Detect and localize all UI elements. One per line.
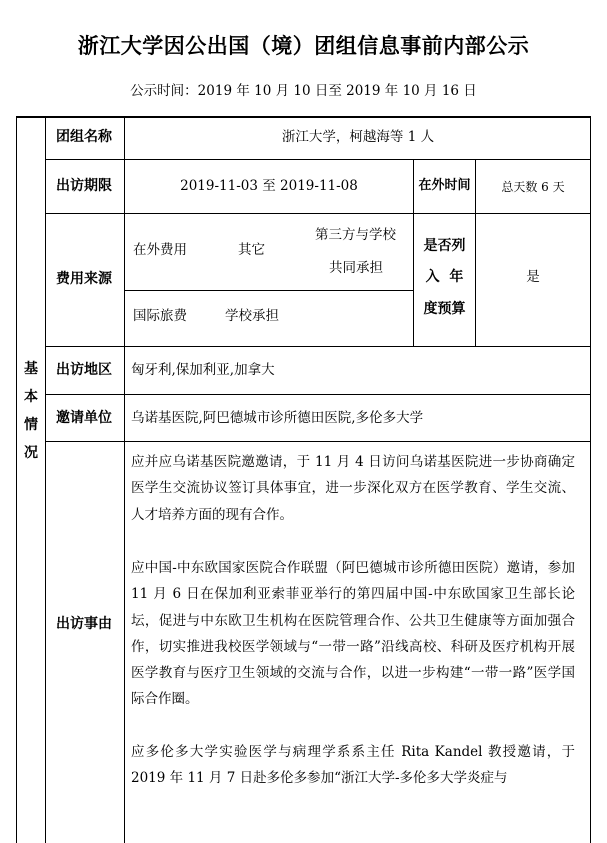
side-label-char: 本 xyxy=(24,389,38,405)
budget-question-line2: 入 年 xyxy=(425,269,464,285)
side-label-basic xyxy=(21,358,41,470)
purpose-paragraph: 应并应乌诺基医院邀邀请，于 11 月 4 日访问乌诺基医院进一步协商确定医学生交流协议签订具体事宜，进一步深化双方在医学教育、学生交流、人才培养方面的现有合作。 xyxy=(131,454,575,523)
travel-label: 国际旅费 xyxy=(133,308,187,324)
travel-value: 学校承担 xyxy=(225,308,279,324)
page-title: 浙江大学因公出国（境）团组信息事前内部公示 xyxy=(77,34,530,58)
abroad-expense-value-line2: 共同承担 xyxy=(329,260,383,276)
abroad-expense-other: 其它 xyxy=(238,242,265,258)
side-label-char: 况 xyxy=(24,445,38,461)
abroad-time-value: 总天数 6 天 xyxy=(501,180,565,194)
budget-answer: 是 xyxy=(526,269,540,285)
region-label: 出访地区 xyxy=(56,362,112,378)
abroad-time-label: 在外时间 xyxy=(418,178,471,193)
side-label-char: 情 xyxy=(24,417,38,433)
purpose-paragraph: 应多伦多大学实验医学与病理学系系主任 Rita Kandel 教授邀请，于 2019 年 11 月 7 日赴多伦多参加“浙江大学-多伦多大学炎症与 xyxy=(131,744,575,787)
purpose-label: 出访事由 xyxy=(56,616,112,632)
abroad-expense-label: 在外费用 xyxy=(133,242,187,258)
group-name-value: 浙江大学，柯越海等 1 人 xyxy=(281,129,435,145)
inviter-label: 邀请单位 xyxy=(56,410,112,426)
funding-label: 费用来源 xyxy=(56,271,112,287)
region-value: 匈牙利,保加利亚,加拿大 xyxy=(131,362,275,378)
purpose-paragraph: 应中国-中东欧国家医院合作联盟（阿巴德城市诊所德田医院）邀请，参加 11 月 6 日在保加利亚索菲亚举行的第四届中国-中东欧国家卫生部长论坛，促进与中东欧卫生机构在医院管理合作、公共卫生健康等方面加强合作，切实推进我校医学领域与“一带一路”沿线高校、科研及医疗机构开展医学教育与医疗卫生领域的交流与合作，以进一步构建“一带一路”医学国际合作圈。 xyxy=(131,560,575,708)
period-label: 出访期限 xyxy=(56,178,112,194)
inviter-value: 乌诺基医院,阿巴德城市诊所德田医院,多伦多大学 xyxy=(131,410,424,426)
side-label-char: 基 xyxy=(24,361,38,377)
budget-question-line3: 度预算 xyxy=(423,301,466,317)
group-name-label: 团组名称 xyxy=(56,129,112,145)
period-value: 2019-11-03 至 2019-11-08 xyxy=(180,178,358,194)
budget-question-line1: 是否列 xyxy=(423,238,466,254)
abroad-expense-value-line1: 第三方与学校 xyxy=(315,227,396,243)
publicity-period: 公示时间：2019 年 10 月 10 日至 2019 年 10 月 16 日 xyxy=(130,83,477,99)
